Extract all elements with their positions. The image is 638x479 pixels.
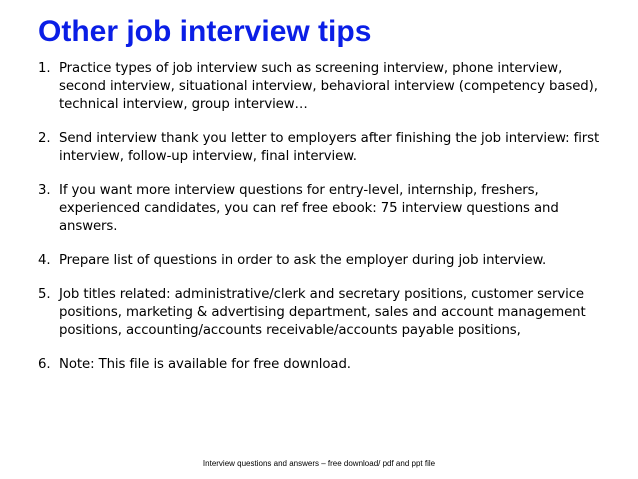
- tip-number: 3.: [38, 183, 51, 198]
- tip-number: 1.: [38, 61, 51, 76]
- tip-number: 6.: [38, 357, 51, 372]
- tip-number: 5.: [38, 287, 51, 302]
- tip-text: Note: This file is available for free download.: [59, 357, 351, 372]
- slide-title: Other job interview tips: [38, 15, 372, 48]
- tip-text: Practice types of job interview such as screening interview, phone interview, second interview, situational interview, behavioral interview (competency based), technical interview, group interview…: [59, 61, 598, 112]
- tip-number: 2.: [38, 131, 51, 146]
- tip-text: Prepare list of questions in order to ask the employer during job interview.: [59, 253, 547, 268]
- slide-footer: Interview questions and answers – free download/ pdf and ppt file: [202, 459, 436, 468]
- tip-item: [38, 182, 608, 236]
- tip-item: [38, 60, 608, 114]
- tip-item: [38, 130, 608, 166]
- tips-list: [38, 60, 608, 390]
- tip-text: If you want more interview questions for entry-level, internship, freshers, experienced candidates, you can ref free ebook: 75 interview questions and answers.: [59, 183, 559, 234]
- tip-item: [38, 356, 608, 374]
- tip-text: Job titles related: administrative/clerk and secretary positions, customer service positions, marketing & advertising department, sales and account management positions, accounting/accounts receivable/accounts payable positions,: [59, 287, 586, 338]
- tip-item: [38, 252, 608, 270]
- tip-item: [38, 286, 608, 340]
- tip-text: Send interview thank you letter to employers after finishing the job interview: first interview, follow-up interview, final interview.: [59, 131, 600, 164]
- tip-number: 4.: [38, 253, 51, 268]
